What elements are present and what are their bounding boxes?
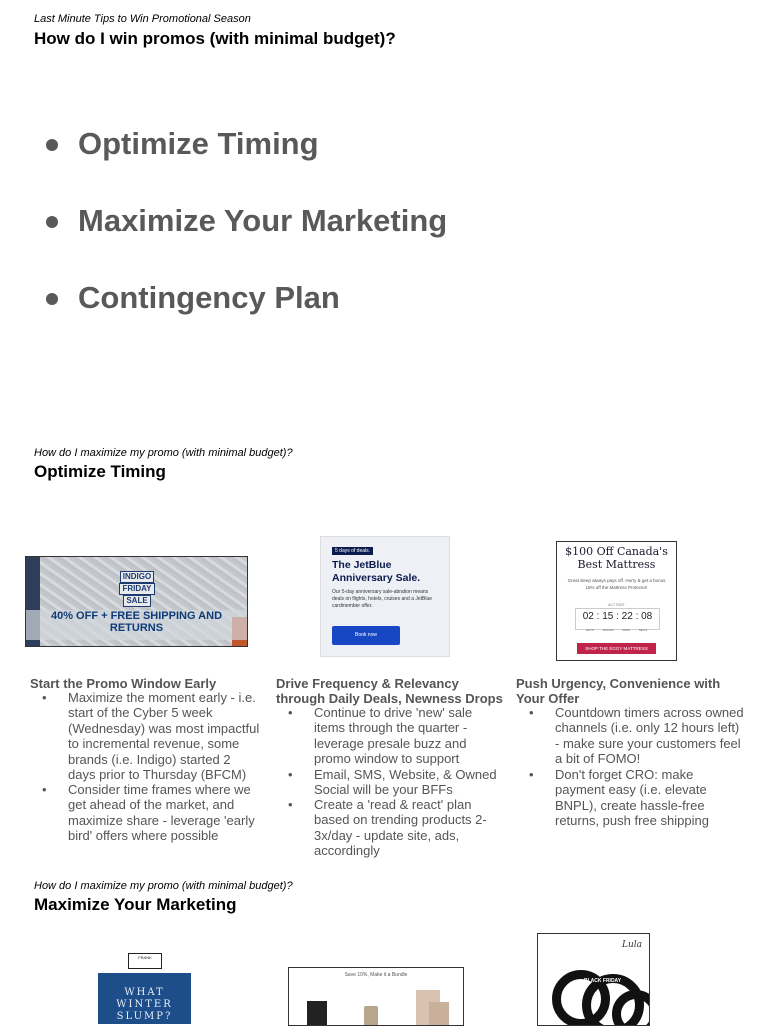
jetblue-body: Our 5-day anniversary sale-abration means deals on flights, hotels, cruises and a JetBlue cardmember offer. bbox=[332, 589, 433, 609]
column-heading: Drive Frequency & Relevancy through Daily Deals, Newness Drops bbox=[276, 676, 503, 706]
column-heading: Push Urgency, Convenience with Your Offer bbox=[516, 676, 721, 706]
mattress-shop-button: SHOP THE EGGY MATTRESS bbox=[577, 643, 656, 654]
countdown-units: DAYS HOURS MINS SECS bbox=[586, 628, 647, 632]
mattress-sub: Great sleep always pays off. Hurry & get a bonus 15% off the Mattress Protector! bbox=[567, 578, 666, 590]
page3-title: Maximize Your Marketing bbox=[34, 895, 237, 914]
bullet-icon: • bbox=[288, 705, 293, 720]
mattress-title: $100 Off Canada's Best Mattress bbox=[565, 545, 668, 571]
jetblue-ad-image bbox=[320, 536, 450, 657]
ring-text: BLACK FRIDAY bbox=[584, 978, 622, 984]
bullet-dot-icon bbox=[46, 293, 58, 305]
jetblue-tag: 5 days of deals. bbox=[332, 547, 373, 555]
bundle-ad-image bbox=[288, 967, 464, 1026]
winter-email-image bbox=[98, 973, 191, 1024]
signature-logo: Lula bbox=[622, 940, 643, 950]
bullet-icon: • bbox=[42, 782, 47, 797]
bullet-dot-icon bbox=[46, 216, 58, 228]
countdown-timer: 02 : 15 : 22 : 08 bbox=[575, 608, 660, 630]
page2-title: Optimize Timing bbox=[34, 462, 166, 481]
product-bottle bbox=[364, 1006, 378, 1025]
agenda-list: Optimize Timing Maximize Your Marketing Contingency Plan bbox=[46, 0, 746, 340]
indigo-logo: INDIGO FRIDAY SALE bbox=[108, 571, 166, 607]
page2-kicker: How do I maximize my promo (with minimal budget)? bbox=[34, 447, 293, 459]
mattress-ad-image bbox=[556, 541, 677, 661]
bullet-dot-icon bbox=[46, 139, 58, 151]
bundle-caption: Save 10%, Make it a Bundle bbox=[344, 972, 408, 978]
black-friday-image bbox=[537, 933, 650, 1026]
winter-headline: WHAT WINTER SLUMP? bbox=[116, 987, 173, 1022]
bullet-icon: • bbox=[288, 797, 293, 812]
page1-title: How do I win promos (with minimal budget)? bbox=[34, 29, 396, 48]
bullet-icon: • bbox=[42, 690, 47, 705]
indigo-sale-image bbox=[25, 556, 248, 647]
bullet-icon: • bbox=[529, 705, 534, 720]
mattress-act-fast: ACT FAST bbox=[608, 603, 625, 607]
winter-mast: FRANK bbox=[128, 953, 162, 969]
page3-kicker: How do I maximize my promo (with minimal budget)? bbox=[34, 880, 293, 892]
bullet-icon: • bbox=[529, 767, 534, 782]
bullet-icon: • bbox=[288, 767, 293, 782]
page1-kicker: Last Minute Tips to Win Promotional Season bbox=[34, 13, 251, 25]
product-jar bbox=[307, 1001, 327, 1025]
jetblue-title: The JetBlue Anniversary Sale. bbox=[332, 559, 421, 584]
indigo-offer-text: 40% OFF + FREE SHIPPING AND RETURNS bbox=[50, 610, 223, 634]
column-heading: Start the Promo Window Early bbox=[30, 676, 217, 691]
jetblue-book-button: Book now bbox=[332, 626, 400, 645]
product-box bbox=[429, 1002, 449, 1025]
